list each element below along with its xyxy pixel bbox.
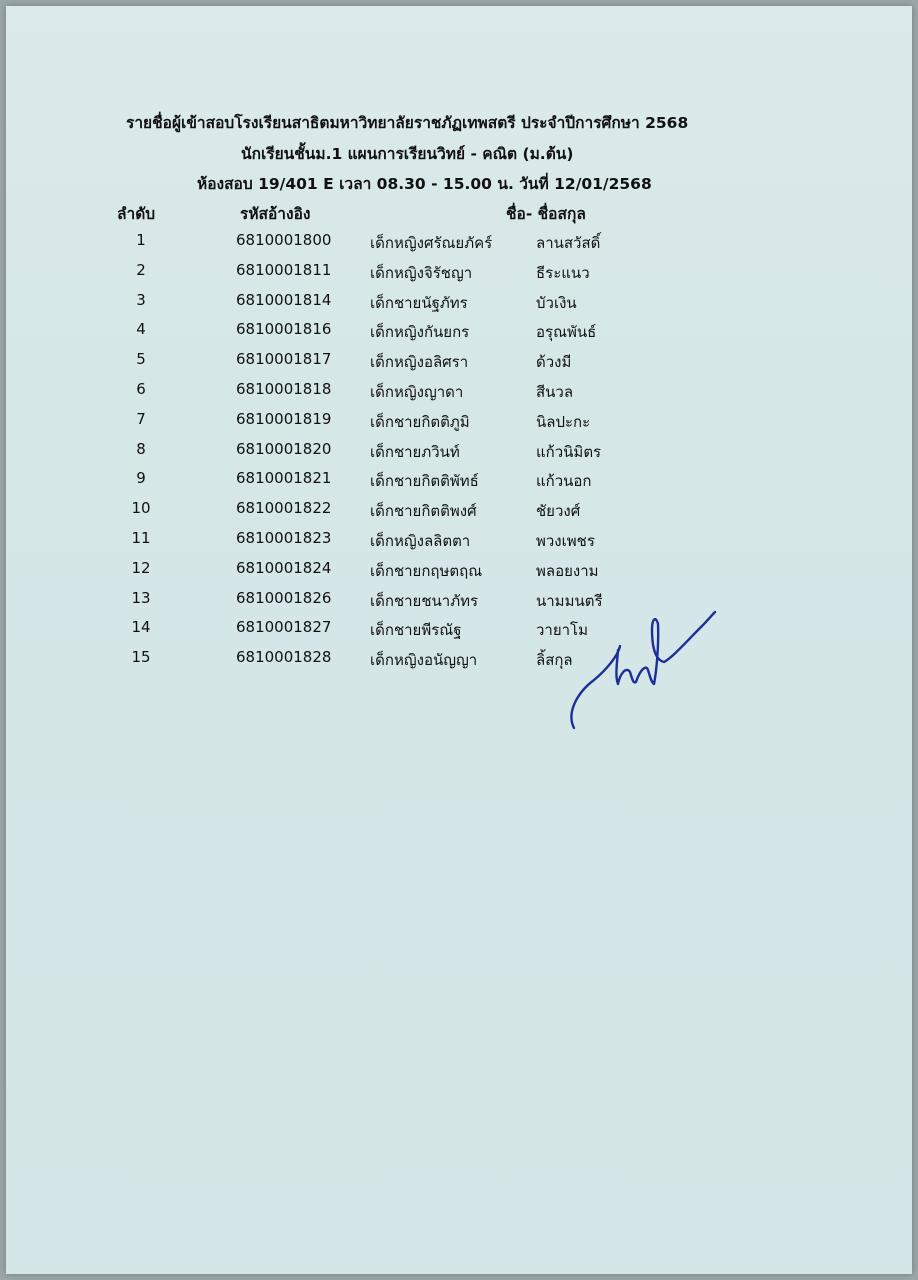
row-ref-code: 6810001821 (236, 469, 332, 488)
row-first-name: เด็กหญิงอนัญญา (370, 651, 478, 670)
table-row (0, 559, 918, 589)
exam-room-info: ห้องสอบ 19/401 E เวลา 08.30 - 15.00 น. วันที่ 12/01/2568 (197, 175, 652, 193)
row-last-name: แก้วนิมิตร (536, 442, 602, 461)
row-seq-number: 15 (131, 648, 151, 667)
row-ref-code: 6810001818 (236, 380, 332, 398)
row-last-name: อรุณพันธ์ (536, 323, 597, 342)
row-seq-number: 10 (131, 499, 151, 518)
row-ref-code: 6810001823 (236, 529, 332, 547)
table-row (0, 291, 918, 321)
row-first-name: เด็กหญิงอลิศรา (370, 353, 469, 372)
row-last-name: สีนวล (536, 383, 574, 401)
row-first-name: เด็กหญิงจิรัชญา (370, 263, 473, 282)
row-first-name: เด็กหญิงศรัณยภัคร์ (370, 234, 493, 252)
row-seq-number: 9 (136, 469, 146, 488)
row-ref-code: 6810001828 (236, 648, 332, 667)
row-seq-number: 11 (131, 529, 151, 547)
row-last-name: นามมนตรี (536, 591, 603, 610)
column-header-seq: ลำดับ (117, 205, 156, 223)
row-ref-code: 6810001811 (236, 260, 332, 279)
row-seq-number: 4 (136, 320, 146, 339)
row-first-name: เด็กชายกิตติพัทธ์ (370, 472, 479, 491)
table-row (0, 440, 918, 470)
row-last-name: วายาโม (536, 621, 589, 640)
row-last-name: แก้วนอก (536, 472, 592, 491)
row-seq-number: 1 (136, 231, 146, 249)
table-row (0, 410, 918, 440)
row-first-name: เด็กหญิงลลิตตา (370, 532, 471, 550)
row-seq-number: 8 (136, 439, 146, 458)
row-first-name: เด็กชายพีรณัฐ (370, 621, 462, 640)
table-row (0, 618, 918, 648)
row-first-name: เด็กชายกิตติพงศ์ (370, 502, 477, 521)
row-last-name: พวงเพชร (536, 532, 595, 550)
row-seq-number: 5 (136, 350, 146, 369)
row-last-name: ธีระแนว (536, 263, 590, 282)
signature-icon (560, 588, 730, 738)
row-ref-code: 6810001819 (236, 409, 332, 428)
document-title: รายชื่อผู้เข้าสอบโรงเรียนสาธิตมหาวิทยาลัยราชภัฏเทพสตรี ประจำปีการศึกษา 2568 (126, 114, 689, 132)
table-row (0, 529, 918, 559)
row-last-name: ชัยวงศ์ (536, 502, 581, 521)
row-last-name: นิลปะกะ (536, 412, 591, 431)
row-last-name: ลานสวัสดิ์ (536, 234, 601, 252)
row-seq-number: 13 (131, 588, 151, 607)
row-first-name: เด็กชายนัฐภัทร (370, 293, 468, 312)
row-ref-code: 6810001820 (236, 439, 332, 458)
table-row (0, 469, 918, 499)
column-header-code: รหัสอ้างอิง (240, 205, 311, 223)
row-ref-code: 6810001816 (236, 320, 332, 339)
row-ref-code: 6810001814 (236, 290, 332, 309)
row-ref-code: 6810001800 (236, 231, 332, 249)
row-first-name: เด็กชายกฤษตฤณ (370, 561, 483, 580)
row-seq-number: 3 (136, 290, 146, 309)
row-last-name: ด้วงมี (536, 353, 572, 372)
row-ref-code: 6810001817 (236, 350, 332, 369)
table-row (0, 261, 918, 291)
row-seq-number: 14 (131, 618, 151, 637)
row-ref-code: 6810001826 (236, 588, 332, 607)
row-last-name: บัวเงิน (536, 293, 577, 312)
row-seq-number: 12 (131, 558, 151, 577)
row-ref-code: 6810001824 (236, 558, 332, 577)
table-row (0, 648, 918, 678)
table-row (0, 350, 918, 380)
row-last-name: ลิ้สกุล (536, 651, 573, 670)
row-first-name: เด็กชายกิตติภูมิ (370, 412, 470, 431)
document-subtitle: นักเรียนชั้นม.1 แผนการเรียนวิทย์ - คณิต (ม.ต้น) (241, 145, 574, 163)
table-row (0, 231, 918, 261)
row-first-name: เด็กชายชนาภัทร (370, 591, 479, 610)
row-first-name: เด็กชายภวินท์ (370, 442, 460, 461)
row-seq-number: 7 (136, 409, 146, 428)
row-seq-number: 2 (136, 260, 146, 279)
row-first-name: เด็กหญิงกันยกร (370, 323, 470, 342)
table-row (0, 380, 918, 410)
column-header-name: ชื่อ- ชื่อสกุล (506, 205, 586, 223)
table-row (0, 320, 918, 350)
table-row (0, 589, 918, 619)
row-seq-number: 6 (136, 380, 146, 398)
row-ref-code: 6810001822 (236, 499, 332, 518)
row-ref-code: 6810001827 (236, 618, 332, 637)
table-row (0, 499, 918, 529)
row-last-name: พลอยงาม (536, 561, 599, 580)
row-first-name: เด็กหญิงญาดา (370, 383, 464, 401)
